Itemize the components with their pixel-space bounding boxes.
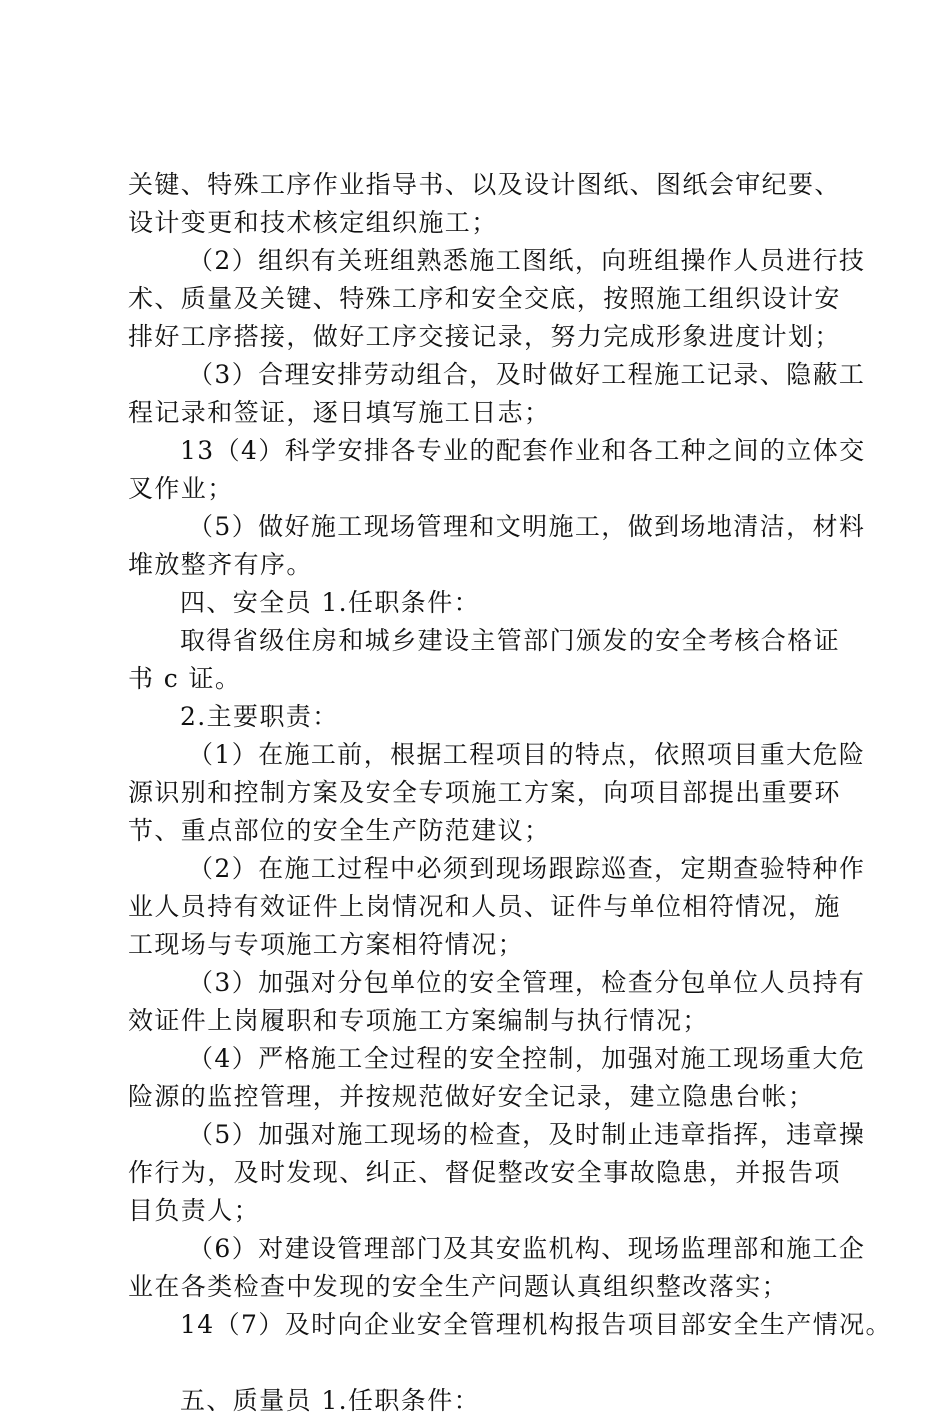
text-line: （2）在施工过程中必须到现场跟踪巡查，定期查验特种作 <box>188 854 866 883</box>
text-line: 目负责人； <box>128 1196 261 1225</box>
text-line: （4）严格施工全过程的安全控制，加强对施工现场重大危 <box>188 1044 866 1073</box>
text-line: 业人员持有效证件上岗情况和人员、证件与单位相符情况，施 <box>128 892 841 921</box>
text-line: 叉作业； <box>128 474 234 503</box>
text-line: 工现场与专项施工方案相符情况； <box>128 930 525 959</box>
text-line: 术、质量及关键、特殊工序和安全交底，按照施工组织设计安 <box>128 284 841 313</box>
text-line: 14（7）及时向企业安全管理机构报告项目部安全生产情况。 <box>180 1310 892 1339</box>
text-line: （1）在施工前，根据工程项目的特点，依照项目重大危险 <box>188 740 866 769</box>
text-line: （2）组织有关班组熟悉施工图纸，向班组操作人员进行技 <box>188 246 866 275</box>
subsection-heading: 2.主要职责： <box>180 702 339 731</box>
text-line: 关键、特殊工序作业指导书、以及设计图纸、图纸会审纪要、 <box>128 170 841 199</box>
text-line: 排好工序搭接，做好工序交接记录，努力完成形象进度计划； <box>128 322 841 351</box>
text-line: 源识别和控制方案及安全专项施工方案，向项目部提出重要环 <box>128 778 841 807</box>
text-line: 险源的监控管理，并按规范做好安全记录，建立隐患台帐； <box>128 1082 815 1111</box>
text-line: 设计变更和技术核定组织施工； <box>128 208 498 237</box>
text-line: 程记录和签证，逐日填写施工日志； <box>128 398 551 427</box>
text-line: （6）对建设管理部门及其安监机构、现场监理部和施工企 <box>188 1234 866 1263</box>
text-line: 效证件上岗履职和专项施工方案编制与执行情况； <box>128 1006 709 1035</box>
text-line: （5）加强对施工现场的检查，及时制止违章指挥，违章操 <box>188 1120 866 1149</box>
text-line: 业在各类检查中发现的安全生产问题认真组织整改落实； <box>128 1272 789 1301</box>
section-heading: 四、安全员 1.任职条件： <box>180 588 481 617</box>
document-body <box>128 166 892 1420</box>
section-heading: 五、质量员 1.任职条件： <box>180 1386 481 1415</box>
text-line: （3）合理安排劳动组合，及时做好工程施工记录、隐蔽工 <box>188 360 866 389</box>
text-line: （5）做好施工现场管理和文明施工，做到场地清洁，材料 <box>188 512 866 541</box>
text-line: 取得省级住房和城乡建设主管部门颁发的安全考核合格证 <box>180 626 841 655</box>
text-line: （3）加强对分包单位的安全管理，检查分包单位人员持有 <box>188 968 866 997</box>
text-line: 节、重点部位的安全生产防范建议； <box>128 816 551 845</box>
text-line: 13（4）科学安排各专业的配套作业和各工种之间的立体交 <box>180 436 866 465</box>
text-line: 书 c 证。 <box>128 664 242 693</box>
text-line: 堆放整齐有序。 <box>128 550 313 579</box>
text-line: 作行为，及时发现、纠正、督促整改安全事故隐患，并报告项 <box>128 1158 841 1187</box>
